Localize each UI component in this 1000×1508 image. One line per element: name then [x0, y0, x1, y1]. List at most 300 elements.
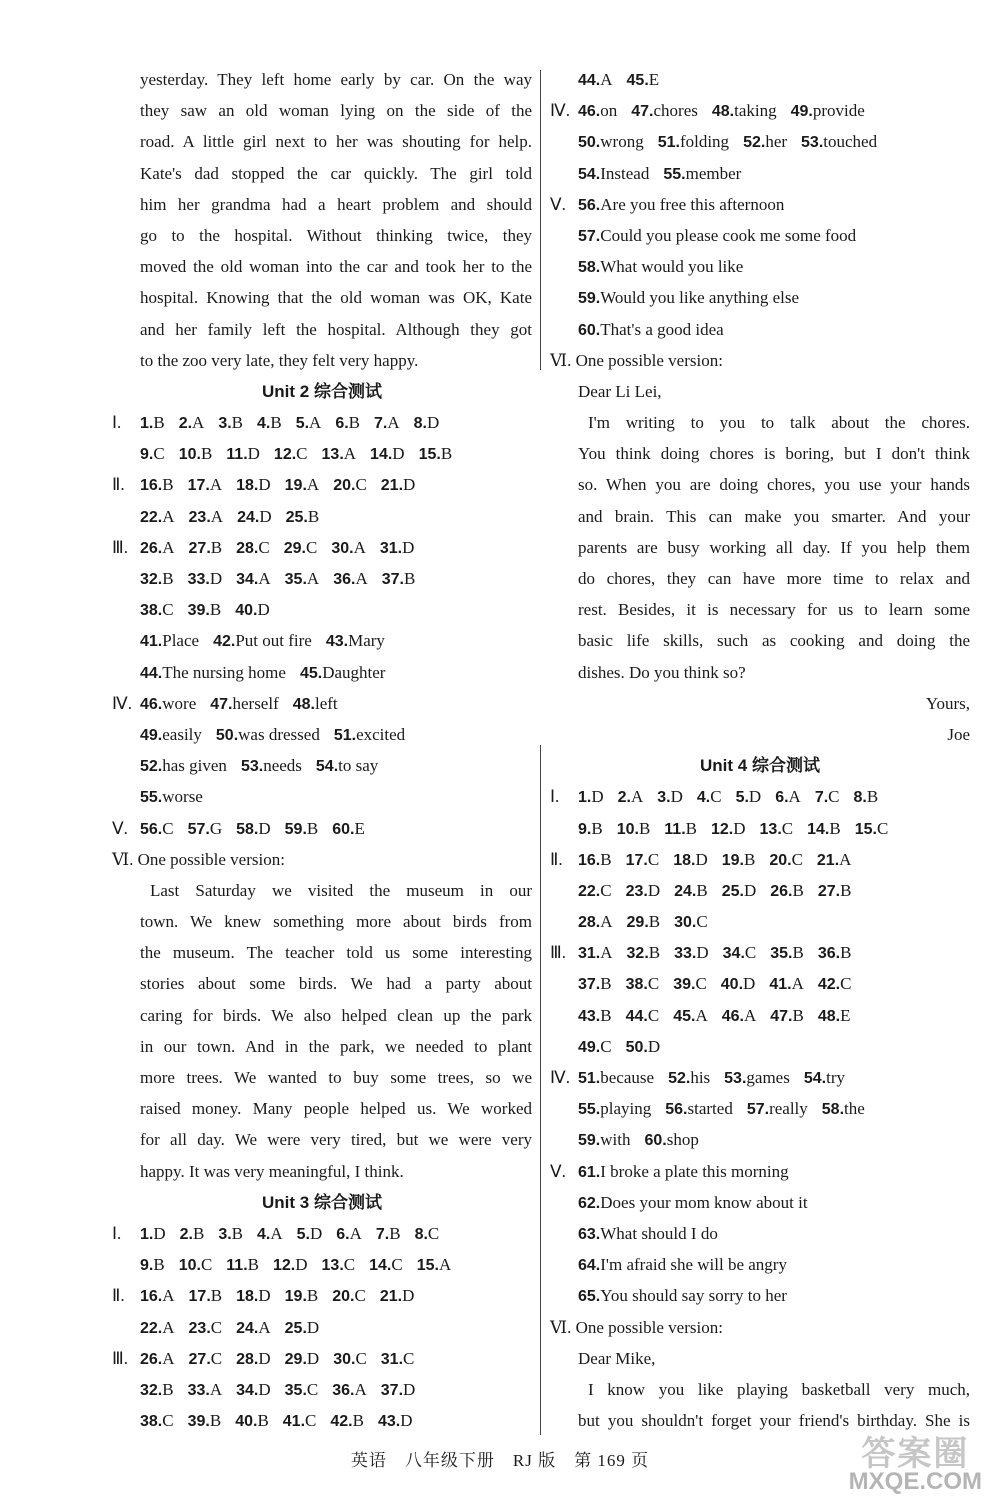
question-number: 18. — [236, 477, 259, 495]
answer-item — [818, 1000, 851, 1032]
answer-value: C — [840, 974, 852, 994]
answer-value: C — [647, 849, 660, 869]
answer-item — [188, 813, 223, 845]
answer-row — [112, 469, 532, 500]
answer-value: B — [648, 943, 661, 963]
answer-value: A — [387, 413, 400, 433]
question-number: 24. — [237, 508, 260, 526]
question-number: 54. — [578, 165, 601, 183]
answer-item — [332, 813, 365, 845]
answer-value: C — [162, 1411, 174, 1431]
answer-item — [578, 968, 612, 1000]
answer-value: excited — [356, 724, 406, 744]
question-number: 14. — [369, 1257, 392, 1275]
answer-value: folding — [679, 132, 730, 152]
answer-item — [213, 625, 312, 657]
question-number: 40. — [720, 976, 744, 994]
question-number: 14. — [370, 446, 393, 464]
unit-title: Unit 2 综合测试 — [262, 381, 382, 401]
answer-row — [550, 844, 970, 875]
answer-value: games — [746, 1068, 790, 1087]
answer-value: A — [355, 569, 368, 588]
answer-value: B — [696, 880, 708, 900]
answer-row — [550, 1156, 970, 1187]
question-number: 38. — [625, 976, 648, 994]
answer-value: Would you like anything else — [600, 288, 800, 308]
section-numeral: Ⅲ. — [112, 537, 128, 557]
question-number: 9. — [140, 1257, 154, 1275]
question-number: 7. — [375, 1225, 390, 1243]
question-number: 40. — [235, 602, 258, 620]
question-number: 19. — [721, 851, 744, 869]
answer-row — [550, 1062, 970, 1093]
answer-row — [112, 1405, 532, 1436]
answer-value: A — [600, 70, 613, 89]
answer-row — [112, 1218, 532, 1249]
answer-value: That's a good idea — [600, 319, 724, 339]
answer-row — [550, 126, 970, 157]
question-number: 1. — [140, 1225, 154, 1243]
answer-item — [617, 813, 651, 845]
column-divider-bottom — [540, 745, 541, 1435]
question-number: 3. — [218, 415, 232, 433]
question-number: 50. — [215, 726, 239, 744]
question-number: 50. — [578, 134, 601, 152]
answer-item — [578, 1280, 787, 1312]
question-number: 26. — [140, 1350, 163, 1368]
answer-item — [722, 1000, 757, 1032]
answer-item — [140, 719, 202, 751]
answer-row — [550, 875, 970, 906]
answer-value: A — [162, 1317, 175, 1337]
question-number: 28. — [236, 1350, 259, 1368]
answer-value: C — [427, 1223, 440, 1243]
question-number: 48. — [817, 1007, 841, 1025]
answer-value: C — [828, 787, 840, 807]
essay-line: dishes. Do you think so? — [578, 662, 746, 682]
essay-line: town. We knew something more about birds from — [140, 912, 532, 932]
answer-item — [140, 532, 175, 564]
answer-value: C — [153, 444, 165, 464]
essay-line: I'm writing to you to talk about the chores. — [588, 413, 970, 433]
answer-value: C — [391, 1255, 403, 1275]
question-number: 6. — [775, 789, 789, 807]
answer-row — [112, 719, 532, 750]
essay-line: rest. Besides, it is necessary for us to learn some — [578, 600, 970, 620]
answer-item — [626, 875, 661, 907]
question-number: 10. — [616, 820, 639, 838]
section-numeral: Ⅲ. — [550, 943, 566, 963]
answer-item — [236, 1312, 271, 1344]
question-number: 60. — [644, 1132, 667, 1150]
answer-item — [322, 438, 357, 470]
question-number: 8. — [414, 1225, 428, 1243]
question-number: 4. — [257, 415, 271, 433]
question-number: 47. — [210, 695, 233, 713]
answer-value: C — [781, 818, 794, 838]
question-number: 52. — [668, 1070, 691, 1087]
question-number: 20. — [332, 1288, 355, 1306]
answer-value: B — [389, 1223, 401, 1243]
answer-value: B — [440, 444, 453, 464]
question-number: 16. — [140, 477, 163, 495]
essay-line: happy. It was very meaningful, I think. — [140, 1161, 404, 1181]
answer-value: D — [306, 1348, 320, 1368]
answer-value: playing — [600, 1099, 652, 1119]
answer-item — [140, 1312, 175, 1344]
answer-value: try — [826, 1068, 845, 1087]
answer-item — [140, 594, 174, 626]
answer-value: E — [840, 1005, 851, 1025]
passage-line: him her grandma had a heart problem and should — [140, 194, 532, 214]
answer-value: Daughter — [322, 662, 386, 682]
answer-item — [627, 906, 661, 938]
answer-value: herself — [232, 693, 279, 713]
answer-item — [721, 968, 756, 1000]
answer-item — [285, 1312, 320, 1344]
question-number: 59. — [284, 820, 307, 838]
question-number: 15. — [418, 446, 441, 464]
essay-line: stories about some birds. We had a party about — [140, 974, 532, 994]
answer-value: D — [426, 413, 440, 433]
section-numeral: Ⅰ. — [550, 787, 560, 807]
answer-value: A — [349, 1223, 362, 1243]
question-number: 34. — [236, 1381, 259, 1399]
question-number: 38. — [140, 602, 163, 620]
answer-row — [550, 64, 970, 95]
answer-item — [236, 532, 270, 564]
answer-value: B — [210, 1286, 223, 1306]
question-number: 22. — [140, 1319, 163, 1337]
question-number: 3. — [657, 789, 671, 807]
question-number: 21. — [816, 851, 840, 869]
answer-item — [769, 844, 803, 876]
answer-row — [550, 906, 970, 937]
question-number: 34. — [236, 571, 259, 588]
answer-value: B — [840, 880, 852, 900]
answer-item — [711, 813, 746, 845]
unit2-writing — [112, 875, 532, 1187]
answer-item — [226, 1249, 259, 1281]
answer-value: Could you please cook me some food — [600, 225, 857, 245]
answer-value: C — [791, 849, 803, 869]
question-number: 56. — [140, 820, 163, 838]
answer-value: C — [355, 475, 367, 495]
question-number: 60. — [332, 820, 355, 838]
question-number: 22. — [140, 508, 163, 526]
answer-value: A — [788, 787, 801, 807]
answer-item — [216, 719, 320, 751]
question-number: 32. — [140, 571, 163, 588]
answer-item — [673, 1000, 708, 1032]
answer-item — [333, 469, 367, 501]
answer-value: the — [844, 1099, 865, 1119]
answer-value: B — [162, 1379, 174, 1399]
answer-value: What would you like — [600, 257, 744, 277]
essay-line: Last Saturday we visited the museum in our — [150, 880, 532, 900]
question-number: 37. — [381, 571, 404, 588]
answer-value: D — [743, 974, 756, 994]
answer-value: B — [162, 569, 174, 588]
question-number: 3. — [218, 1225, 232, 1243]
answer-row — [550, 1280, 970, 1311]
passage-line: hospital. Knowing that the old woman was OK, Kate — [140, 288, 532, 308]
writing-label: Ⅵ. One possible version: — [550, 1317, 723, 1337]
question-number: 12. — [710, 820, 734, 838]
answer-value: C — [710, 787, 722, 807]
answer-value: A — [630, 787, 644, 807]
answer-item — [226, 438, 260, 470]
letter-salutation: Dear Mike, — [578, 1348, 656, 1368]
answer-item — [322, 1249, 356, 1281]
answer-item — [236, 1343, 271, 1375]
answer-item — [770, 875, 804, 907]
answer-row — [550, 220, 970, 251]
answer-item — [578, 1000, 612, 1032]
question-number: 20. — [769, 851, 792, 869]
question-number: 8. — [413, 415, 427, 433]
watermark — [848, 1435, 982, 1496]
unit3-answers-continued — [550, 64, 970, 345]
answer-value: really — [769, 1099, 808, 1119]
question-number: 42. — [330, 1413, 353, 1431]
answer-item — [712, 95, 777, 127]
passage-line: road. A little girl next to her was shouting for help. — [140, 132, 532, 152]
answer-item — [140, 657, 286, 689]
answer-item — [235, 594, 270, 626]
answer-value: B — [200, 444, 213, 464]
answer-row — [550, 1218, 970, 1249]
answer-item — [722, 844, 756, 876]
answer-value: B — [600, 974, 612, 994]
passage-line: yesterday. They left home early by car. On the way — [140, 70, 532, 89]
answer-value: B — [403, 569, 416, 588]
answer-value: C — [647, 974, 660, 994]
question-number: 51. — [333, 726, 357, 744]
answer-value: Place — [162, 631, 200, 651]
answer-value: A — [791, 974, 804, 994]
answer-value: B — [231, 413, 243, 433]
answer-row — [550, 1031, 970, 1062]
question-number: 11. — [664, 820, 686, 838]
answer-value: B — [270, 413, 282, 433]
question-number: 47. — [631, 103, 654, 121]
question-number: 52. — [140, 758, 163, 776]
answer-item — [380, 1280, 415, 1312]
answer-item — [300, 657, 386, 689]
question-number: 10. — [178, 1257, 201, 1275]
answer-value: A — [306, 475, 320, 495]
answer-value: has given — [162, 756, 227, 776]
answer-item — [578, 875, 612, 907]
question-number: 30. — [674, 914, 697, 932]
question-number: 52. — [743, 134, 766, 152]
question-number: 2. — [617, 789, 631, 807]
section-numeral: Ⅳ. — [112, 693, 132, 713]
question-number: 64. — [578, 1257, 601, 1275]
answer-value: B — [866, 787, 879, 807]
answer-value: D — [670, 787, 683, 807]
answer-value: A — [600, 912, 613, 932]
answer-row — [550, 813, 970, 844]
question-number: 49. — [790, 103, 813, 121]
answer-value: E — [354, 818, 365, 838]
passage-line: go to the hospital. Without thinking twice, they — [140, 225, 532, 245]
answer-value: D — [402, 537, 415, 557]
answer-item — [736, 781, 762, 813]
answer-item — [665, 1093, 733, 1125]
answer-item — [578, 282, 799, 314]
answer-item — [257, 1218, 283, 1250]
answer-value: her — [765, 132, 788, 152]
answer-value: worse — [162, 787, 203, 807]
question-number: 51. — [657, 134, 680, 152]
answer-row — [550, 1000, 970, 1031]
question-number: 41. — [282, 1413, 306, 1431]
question-number: 56. — [665, 1101, 688, 1119]
answer-item — [283, 1405, 317, 1437]
essay-line: You think doing chores is boring, but I don't think — [578, 444, 970, 464]
answer-item — [817, 844, 852, 876]
question-number: 8. — [853, 789, 867, 807]
question-number: 41. — [140, 633, 163, 651]
answer-value: D — [400, 1411, 413, 1431]
answer-item — [631, 95, 698, 127]
answer-value: A — [258, 569, 271, 588]
question-number: 38. — [140, 1413, 163, 1431]
answer-value: B — [231, 1223, 243, 1243]
answer-item — [578, 1031, 612, 1063]
unit4-answers — [550, 781, 970, 1311]
answer-value: easily — [162, 724, 202, 744]
answer-value: B — [162, 475, 174, 495]
letter-signature: Joe — [947, 724, 970, 744]
answer-item — [769, 968, 804, 1000]
answer-row — [550, 781, 970, 812]
answer-row — [550, 1187, 970, 1218]
answer-item — [578, 126, 644, 158]
column-divider-top — [540, 70, 541, 370]
answer-value: A — [600, 943, 613, 963]
answer-item — [818, 875, 852, 907]
page-footer: 英语 八年级下册 RJ 版 第 169 页 — [350, 1451, 650, 1470]
answer-item — [140, 407, 165, 439]
answer-item — [180, 1218, 205, 1250]
answer-item — [331, 532, 366, 564]
question-number: 44. — [578, 72, 601, 89]
question-number: 58. — [578, 259, 601, 277]
question-number: 53. — [724, 1070, 747, 1087]
answer-value: C — [355, 1348, 367, 1368]
answer-item — [855, 813, 889, 845]
answer-value: Mary — [348, 631, 385, 651]
answer-item — [218, 1218, 243, 1250]
answer-item — [210, 688, 279, 720]
answer-value: G — [209, 818, 223, 838]
answer-value: A — [306, 569, 320, 588]
answer-item — [140, 1280, 175, 1312]
answer-value: C — [695, 974, 707, 994]
answer-item — [807, 813, 841, 845]
answer-row — [550, 282, 970, 313]
section-numeral: Ⅳ. — [550, 1068, 570, 1087]
answer-item — [335, 407, 360, 439]
question-number: 24. — [236, 1319, 259, 1337]
section-numeral: Ⅰ. — [112, 413, 122, 433]
question-number: 25. — [284, 1319, 307, 1337]
answer-item — [326, 625, 385, 657]
answer-value: A — [209, 1379, 223, 1399]
question-number: 54. — [315, 758, 339, 776]
question-number: 21. — [379, 1288, 403, 1306]
answer-value: B — [600, 849, 612, 869]
answer-item — [140, 750, 227, 782]
answer-value: B — [685, 818, 697, 838]
answer-value: B — [209, 600, 222, 620]
question-number: 6. — [335, 415, 349, 433]
answer-row — [112, 813, 532, 844]
answer-row — [550, 251, 970, 282]
answer-item — [330, 1405, 364, 1437]
question-number: 46. — [578, 103, 601, 121]
answer-item — [578, 1093, 651, 1125]
answer-value: D — [306, 1317, 320, 1337]
question-number: 48. — [292, 695, 315, 713]
answer-value: D — [295, 1255, 308, 1275]
answer-item — [668, 1062, 710, 1094]
question-number: 35. — [770, 945, 793, 963]
answer-value: B — [792, 1005, 804, 1025]
answer-item — [578, 189, 784, 221]
answer-value: D — [247, 444, 260, 464]
answer-item — [333, 563, 368, 595]
question-number: 37. — [578, 976, 601, 994]
essay-line: more trees. We wanted to buy some trees, so we — [140, 1068, 532, 1087]
answer-item — [273, 1249, 308, 1281]
answer-value: I broke a plate this morning — [600, 1161, 789, 1181]
answer-value: needs — [263, 756, 302, 776]
answer-value: A — [309, 413, 322, 433]
answer-item — [179, 407, 205, 439]
answer-item — [333, 1343, 367, 1375]
answer-item — [578, 906, 613, 938]
answer-item — [140, 501, 175, 533]
answer-value: D — [591, 787, 604, 807]
left-column — [112, 64, 532, 1436]
section-numeral: Ⅲ. — [112, 1348, 128, 1368]
answer-item — [673, 844, 708, 876]
question-number: 57. — [187, 820, 210, 838]
essay-line: parents are busy working all day. If you help them — [578, 537, 970, 557]
question-number: 36. — [332, 1381, 355, 1399]
answer-item — [775, 781, 801, 813]
question-number: 47. — [770, 1007, 793, 1025]
answer-item — [674, 875, 708, 907]
answer-value: Does your mom know about it — [600, 1192, 808, 1212]
answer-item — [140, 1343, 175, 1375]
answer-value: What should I do — [600, 1223, 718, 1243]
answer-item — [296, 407, 322, 439]
essay-line: I know you like playing basketball very much, — [588, 1379, 970, 1399]
question-number: 33. — [187, 1381, 210, 1399]
question-number: 32. — [140, 1381, 163, 1399]
answer-value: B — [306, 1286, 319, 1306]
answer-value: D — [258, 1348, 271, 1368]
answer-item — [236, 813, 271, 845]
question-number: 37. — [380, 1381, 404, 1399]
answer-value: A — [343, 444, 357, 464]
answer-item — [815, 781, 840, 813]
